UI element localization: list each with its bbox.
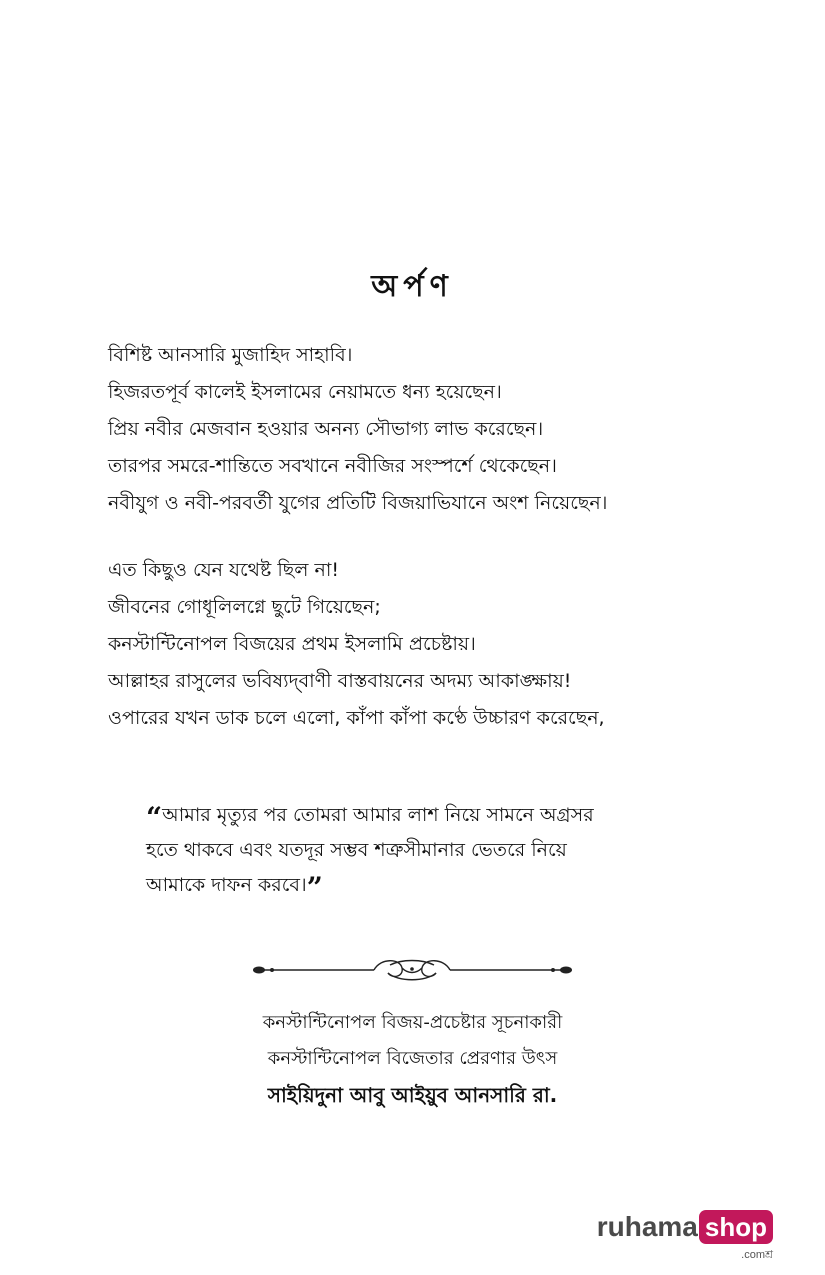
paragraph-line: বিশিষ্ট আনসারি মুজাহিদ সাহাবি। [108, 344, 353, 366]
logo-domain: .comশ্র [741, 1249, 773, 1261]
quote-text: আমার মৃত্যুর পর তোমরা আমার লাশ নিয়ে সামনে অগ্রসর [162, 804, 594, 826]
quote-text: আমাকে দাফন করবে। [146, 874, 307, 896]
logo-wordmark: ruhama [596, 1211, 698, 1242]
dedication-paragraph-2 [108, 552, 748, 737]
close-quote-mark: ” [306, 871, 323, 904]
dedication-line: কনস্টান্টিনোপল বিজেতার প্রেরণার উৎস [267, 1048, 558, 1069]
ornament-divider-icon [250, 955, 575, 985]
logo-shop-badge: shop [699, 1210, 773, 1244]
paragraph-line: নবীযুগ ও নবী-পরবর্তী যুগের প্রতিটি বিজয়াভিযানে অংশ নিয়েছেন। [108, 492, 608, 514]
dedication-footer [0, 1005, 825, 1113]
paragraph-line: জীবনের গোধূলিলগ্নে ছুটে গিয়েছেন; [108, 596, 381, 618]
paragraph-line: তারপর সমরে-শান্তিতে সবখানে নবীজির সংস্পর্শে থেকেছেন। [108, 455, 557, 477]
dedicatee-name: সাইয়িদুনা আবু আইয়ুব আনসারি রা. [267, 1083, 558, 1107]
quote-line: হতে থাকবে এবং যতদূর সম্ভব শত্রুসীমানার ভেতরে নিয়ে [146, 839, 567, 861]
page-title: অর্পণ [371, 269, 454, 304]
paragraph-line: ওপারের যখন ডাক চলে এলো, কাঁপা কাঁপা কণ্ঠে উচ্চারণ করেছেন, [108, 707, 605, 729]
paragraph-line: কনস্টান্টিনোপল বিজয়ের প্রথম ইসলামি প্রচেষ্টায়। [108, 633, 476, 655]
paragraph-line: হিজরতপূর্ব কালেই ইসলামের নেয়ামতে ধন্য হয়েছেন। [108, 381, 502, 403]
quote-line [146, 798, 706, 833]
dedication-paragraph-1 [108, 337, 748, 522]
paragraph-line: আল্লাহর রাসুলের ভবিষ্যদ্‌বাণী বাস্তবায়নের অদম্য আকাঙ্ক্ষায়! [108, 670, 572, 692]
paragraph-line: এত কিছুও যেন যথেষ্ট ছিল না! [108, 559, 339, 581]
quote-line [146, 868, 706, 903]
open-quote-mark: “ [146, 801, 163, 834]
paragraph-line: প্রিয় নবীর মেজবান হওয়ার অনন্য সৌভাগ্য লাভ করেছেন। [108, 418, 544, 440]
ruhamashop-logo [597, 1210, 773, 1260]
dedication-line: কনস্টান্টিনোপল বিজয়-প্রচেষ্টার সূচনাকারী [262, 1012, 563, 1033]
quotation-block [146, 798, 706, 903]
